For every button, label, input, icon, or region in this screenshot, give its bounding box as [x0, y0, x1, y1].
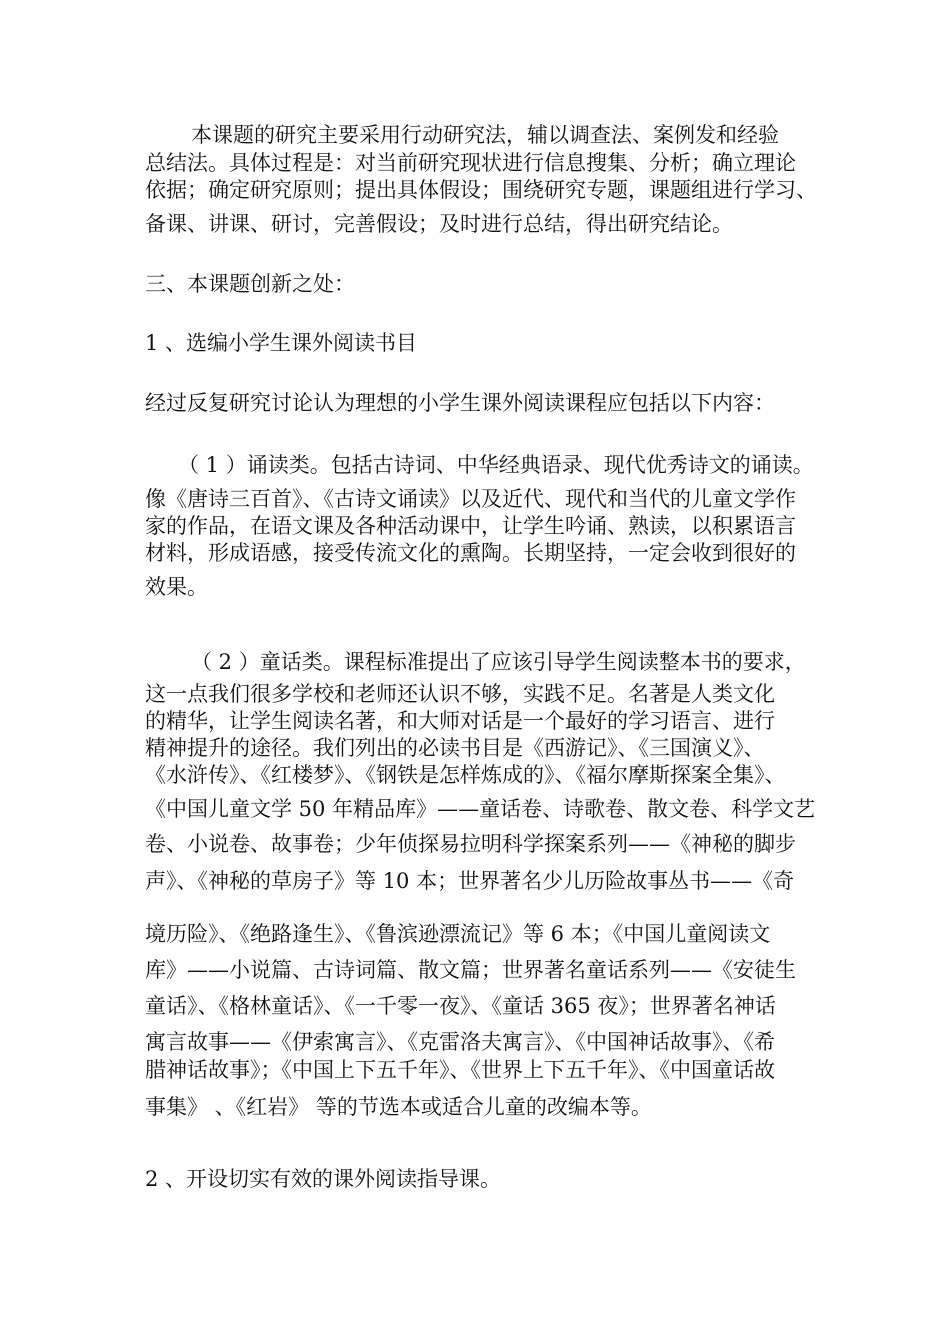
text-line: 材料，形成语感，接受传流文化的熏陶。长期坚持，一定会收到很好的 [145, 541, 796, 565]
text-line: 卷、小说卷、故事卷；少年侦探易拉明科学探案系列——《神秘的脚步 [145, 832, 796, 856]
text-line: 本课题的研究主要采用行动研究法，辅以调查法、案例发和经验 [191, 123, 779, 147]
text-line: 经过反复研究讨论认为理想的小学生课外阅读课程应包括以下内容： [145, 391, 775, 415]
text-line: 《中国儿童文学 50 年精品库》——童话卷、诗歌卷、散文卷、科学文艺 [145, 797, 816, 821]
text-line: 童话》、《格林童话》、《一千零一夜》、《童话 365 夜》；世界著名神话 [145, 994, 776, 1018]
text-line: 这一点我们很多学校和老师还认识不够，实践不足。名著是人类文化 [145, 682, 775, 706]
text-line: 精神提升的途径。我们列出的必读书目是《西游记》、《三国演义》、 [145, 736, 765, 760]
text-line: 的精华，让学生阅读名著，和大师对话是一个最好的学习语言、进行 [145, 709, 775, 733]
text-line: （ 1 ）诵读类。包括古诗词、中华经典语录、现代优秀诗文的诵读。 [178, 453, 814, 477]
text-line: 腊神话故事》；《中国上下五千年》、《世界上下五千年》、《中国童话故 [145, 1058, 775, 1082]
text-line: 效果。 [145, 575, 208, 599]
section-heading: 三、本课题创新之处： [145, 272, 355, 296]
text-line: 《水浒传》、《红楼梦》、《钢铁是怎样炼成的》、《福尔摩斯探案全集》、 [145, 763, 786, 787]
text-line: 寓言故事——《伊索寓言》、《克雷洛夫寓言》、《中国神话故事》、《希 [145, 1030, 775, 1054]
text-line: 总结法。具体过程是：对当前研究现状进行信息搜集、分析；确立理论 [145, 151, 796, 175]
text-line: 备课、讲课、研讨，完善假设；及时进行总结，得出研究结论。 [145, 212, 733, 236]
text-line: 家的作品，在语文课及各种活动课中，让学生吟诵、熟读，以积累语言 [145, 514, 796, 538]
subsection-heading: 2 、开设切实有效的课外阅读指导课。 [145, 1167, 502, 1191]
text-line: 像《唐诗三百首》、《古诗文诵读》以及近代、现代和当代的儿童文学作 [145, 487, 796, 511]
text-line: 事集》 、《红岩》 等的节选本或适合儿童的改编本等。 [145, 1095, 652, 1119]
text-line: 声》、《神秘的草房子》等 10 本；世界著名少儿历险故事丛书——《奇 [145, 869, 795, 893]
text-line: 依据；确定研究原则；提出具体假设；围绕研究专题，课题组进行学习、 [145, 178, 817, 202]
text-line: 库》——小说篇、古诗词篇、散文篇；世界著名童话系列——《安徒生 [145, 958, 796, 982]
text-line: 境历险》、《绝路逢生》、《鲁滨逊漂流记》等 6 本；《中国儿童阅读文 [145, 922, 771, 946]
subsection-heading: 1 、选编小学生课外阅读书目 [145, 331, 418, 355]
text-line: （ 2 ）童话类。课程标准提出了应该引导学生阅读整本书的要求， [191, 650, 806, 674]
